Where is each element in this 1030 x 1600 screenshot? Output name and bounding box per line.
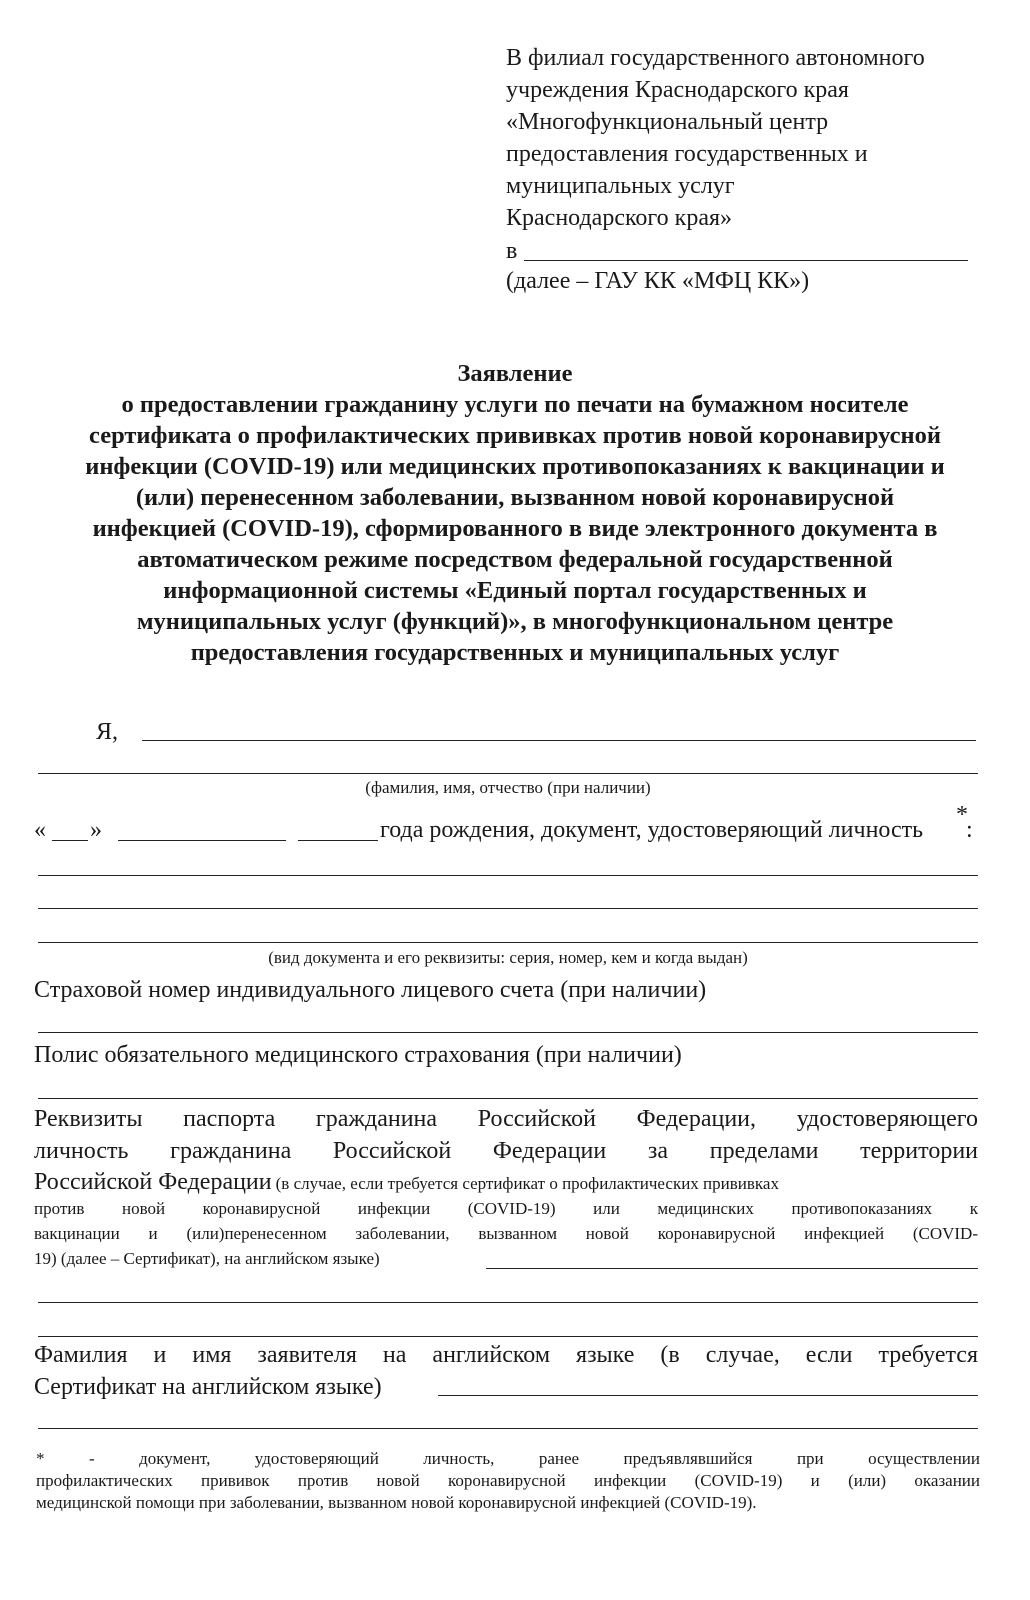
title-line: о предоставлении гражданину услуги по печати на бумажном носителе — [121, 391, 909, 418]
quote-close: » — [90, 817, 102, 843]
title-line: сертификата о профилактических прививках против новой коронавирусной — [89, 422, 941, 449]
snils-label: Страховой номер индивидуального лицевого счета (при наличии) — [34, 977, 707, 1003]
passport-line-4: против новой коронавирусной инфекции (COVID-19) или медицинских противопоказаниях к — [34, 1199, 978, 1218]
birth-year-field[interactable] — [298, 840, 378, 841]
english-name-line-2: Сертификат на английском языке) — [34, 1374, 382, 1400]
english-name-field-2[interactable] — [38, 1428, 978, 1429]
addressee-line: «Многофункциональный центр — [506, 109, 829, 135]
passport-field-3[interactable] — [38, 1336, 978, 1337]
footnote-line: * - документ, удостоверяющий личность, ранее предъявлявшийся при осуществлении — [36, 1449, 980, 1468]
title-line: инфекцией (COVID-19), сформированного в виде электронного документа в — [92, 515, 938, 542]
document-title — [30, 358, 1000, 668]
passport-line-3 — [34, 1167, 978, 1200]
passport-field-2[interactable] — [38, 1302, 978, 1303]
document-field-3[interactable] — [38, 942, 978, 943]
footnote — [36, 1448, 980, 1514]
addressee-line: учреждения Краснодарского края — [506, 77, 849, 103]
asterisk-mark: * — [956, 802, 968, 828]
passport-line-5: вакцинации и (или)перенесенном заболевании, вызванном новой коронавирусной инфекцией (COVID- — [34, 1224, 978, 1243]
birth-day-field[interactable] — [52, 840, 88, 841]
footnote-line: профилактических прививок против новой коронавирусной инфекции (COVID-19) и (или) оказании — [36, 1471, 980, 1490]
passport-line-6: 19) (далее – Сертификат), на английском языке) — [34, 1249, 380, 1268]
document-field-2[interactable] — [38, 908, 978, 909]
title-line: (или) перенесенном заболевании, вызванном новой коронавирусной — [135, 484, 895, 511]
birth-month-field[interactable] — [118, 840, 286, 841]
colon: : — [966, 817, 973, 843]
addressee-line: В филиал государственного автономного — [506, 45, 925, 71]
addressee-line: предоставления государственных и — [506, 141, 868, 167]
passport-line-3-main: Российской Федерации — [34, 1169, 272, 1195]
birth-doc-text: года рождения, документ, удостоверяющий личность — [380, 817, 924, 843]
title-line: автоматическом режиме посредством федеральной государственной — [137, 546, 893, 573]
document-caption: (вид документа и его реквизиты: серия, номер, кем и когда выдан) — [268, 948, 748, 967]
passport-field-1[interactable] — [486, 1268, 978, 1269]
branch-field[interactable] — [524, 260, 968, 261]
title-heading: Заявление — [457, 360, 573, 387]
document-field-1[interactable] — [38, 875, 978, 876]
passport-line-2: личность гражданина Российской Федерации за пределами территории — [34, 1138, 978, 1164]
footnote-line: медицинской помощи при заболевании, вызванном новой коронавирусной инфекцией (COVID-19). — [36, 1493, 757, 1512]
title-line: информационной системы «Единый портал государственных и — [163, 577, 867, 604]
addressee-short-name: (далее – ГАУ КК «МФЦ КК») — [506, 268, 810, 294]
english-name-field-1[interactable] — [438, 1395, 978, 1396]
title-line: муниципальных услуг (функций)», в многофункциональном центре — [136, 608, 894, 635]
oms-label: Полис обязательного медицинского страхования (при наличии) — [34, 1042, 682, 1068]
addressee-line: муниципальных услуг — [506, 173, 735, 199]
fio-caption: (фамилия, имя, отчество (при наличии) — [365, 778, 651, 797]
ya-label: Я, — [96, 719, 119, 745]
addressee-in-label: в — [506, 238, 518, 264]
addressee-block — [506, 42, 986, 234]
fio-field-2[interactable] — [38, 773, 978, 774]
passport-line-3-small: (в случае, если требуется сертификат о профилактических прививках — [275, 1174, 779, 1193]
fio-field-1[interactable] — [142, 740, 976, 741]
passport-line-1: Реквизиты паспорта гражданина Российской Федерации, удостоверяющего — [34, 1106, 978, 1132]
oms-field[interactable] — [38, 1098, 978, 1099]
english-name-line-1: Фамилия и имя заявителя на английском языке (в случае, если требуется — [34, 1342, 978, 1368]
addressee-line: Краснодарского края» — [506, 205, 733, 231]
title-line: предоставления государственных и муниципальных услуг — [190, 639, 840, 666]
title-line: инфекции (COVID-19) или медицинских противопоказаниях к вакцинации и — [85, 453, 945, 480]
snils-field[interactable] — [38, 1032, 978, 1033]
quote-open: « — [34, 817, 46, 843]
